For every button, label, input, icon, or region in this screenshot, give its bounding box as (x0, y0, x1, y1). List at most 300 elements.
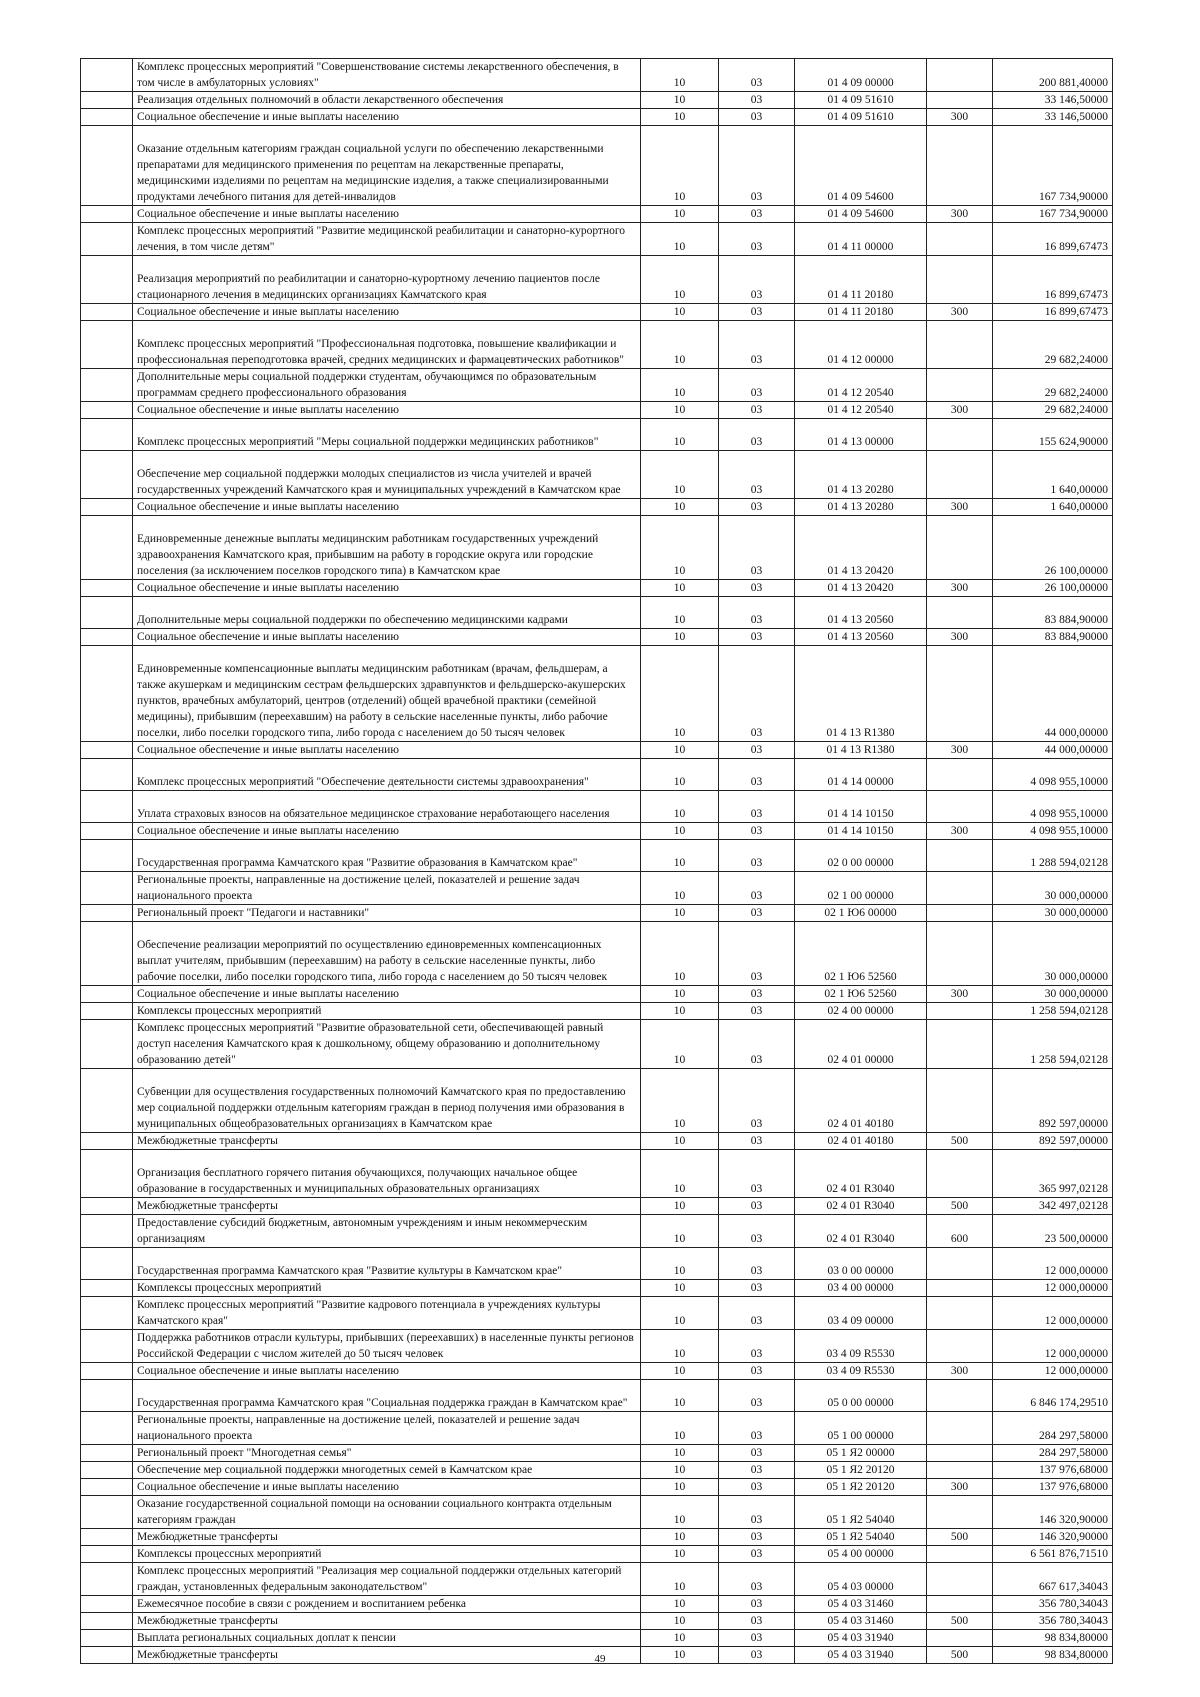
row-amount: 146 320,90000 (993, 1496, 1113, 1529)
table-row (81, 1020, 1113, 1069)
row-target-article: 05 4 03 31940 (795, 1630, 927, 1647)
row-target-article: 01 4 13 R1380 (795, 646, 927, 742)
table-row (81, 451, 1113, 499)
row-subsection: 03 (719, 59, 795, 92)
row-name: Реализация отдельных полномочий в области лекарственного обеспечения (133, 92, 641, 109)
row-target-article: 02 4 01 R3040 (795, 1215, 927, 1248)
row-name: Региональный проект "Многодетная семья" (133, 1445, 641, 1462)
row-amount: 1 258 594,02128 (993, 1020, 1113, 1069)
row-subsection: 03 (719, 1150, 795, 1198)
row-blank-cell (81, 126, 133, 206)
row-expense-type: 600 (927, 1215, 993, 1248)
row-name: Межбюджетные трансферты (133, 1198, 641, 1215)
row-blank-cell (81, 1496, 133, 1529)
row-name: Ежемесячное пособие в связи с рождением и воспитанием ребенка (133, 1596, 641, 1613)
row-section: 10 (641, 597, 719, 629)
row-amount: 26 100,00000 (993, 516, 1113, 580)
row-subsection: 03 (719, 1198, 795, 1215)
row-name: Межбюджетные трансферты (133, 1133, 641, 1150)
row-subsection: 03 (719, 1647, 795, 1664)
row-target-article: 01 4 12 00000 (795, 321, 927, 369)
row-subsection: 03 (719, 905, 795, 922)
row-name: Государственная программа Камчатского края "Развитие образования в Камчатском крае" (133, 840, 641, 872)
table-row (81, 59, 1113, 92)
table-row (81, 206, 1113, 223)
row-name: Комплексы процессных мероприятий (133, 1003, 641, 1020)
row-expense-type: 300 (927, 1363, 993, 1380)
row-amount: 342 497,02128 (993, 1198, 1113, 1215)
table-row (81, 742, 1113, 759)
row-target-article: 01 4 12 20540 (795, 369, 927, 402)
row-target-article: 05 1 00 00000 (795, 1412, 927, 1445)
row-amount: 284 297,58000 (993, 1412, 1113, 1445)
row-name: Субвенции для осуществления государственных полномочий Камчатского края по предоставлению мер социальной поддержки отдельным категориям граждан в период получения ими образования в муниципальных общеобразовательных организациях в Камчатском крае (133, 1069, 641, 1133)
row-section: 10 (641, 1647, 719, 1664)
row-target-article: 02 1 00 00000 (795, 872, 927, 905)
row-name: Уплата страховых взносов на обязательное медицинское страхование неработающего населения (133, 791, 641, 823)
row-section: 10 (641, 1020, 719, 1069)
row-expense-type (927, 451, 993, 499)
row-expense-type: 300 (927, 986, 993, 1003)
row-subsection: 03 (719, 597, 795, 629)
row-expense-type: 300 (927, 499, 993, 516)
row-target-article: 01 4 14 10150 (795, 791, 927, 823)
row-amount: 1 288 594,02128 (993, 840, 1113, 872)
row-target-article: 01 4 13 20420 (795, 516, 927, 580)
row-section: 10 (641, 516, 719, 580)
row-amount: 6 846 174,29510 (993, 1380, 1113, 1412)
row-amount: 667 617,34043 (993, 1563, 1113, 1596)
row-subsection: 03 (719, 840, 795, 872)
row-amount: 30 000,00000 (993, 905, 1113, 922)
row-section: 10 (641, 1380, 719, 1412)
row-blank-cell (81, 1613, 133, 1630)
row-expense-type: 300 (927, 742, 993, 759)
row-name: Социальное обеспечение и иные выплаты населению (133, 1363, 641, 1380)
row-expense-type: 500 (927, 1647, 993, 1664)
row-target-article: 01 4 11 20180 (795, 256, 927, 304)
row-section: 10 (641, 109, 719, 126)
row-section: 10 (641, 1496, 719, 1529)
row-expense-type: 500 (927, 1613, 993, 1630)
row-blank-cell (81, 402, 133, 419)
row-name: Межбюджетные трансферты (133, 1613, 641, 1630)
table-row (81, 1215, 1113, 1248)
table-row (81, 1596, 1113, 1613)
row-expense-type (927, 759, 993, 791)
row-amount: 33 146,50000 (993, 109, 1113, 126)
row-blank-cell (81, 1479, 133, 1496)
row-blank-cell (81, 1412, 133, 1445)
budget-table-page (80, 58, 1112, 1664)
row-blank-cell (81, 1563, 133, 1596)
row-expense-type (927, 791, 993, 823)
row-name: Межбюджетные трансферты (133, 1529, 641, 1546)
row-blank-cell (81, 1380, 133, 1412)
row-expense-type (927, 1248, 993, 1280)
row-expense-type (927, 1630, 993, 1647)
row-name: Дополнительные меры социальной поддержки по обеспечению медицинскими кадрами (133, 597, 641, 629)
row-section: 10 (641, 1596, 719, 1613)
row-section: 10 (641, 1280, 719, 1297)
row-blank-cell (81, 986, 133, 1003)
row-blank-cell (81, 499, 133, 516)
row-subsection: 03 (719, 256, 795, 304)
row-blank-cell (81, 580, 133, 597)
row-section: 10 (641, 922, 719, 986)
row-target-article: 05 1 Я2 20120 (795, 1462, 927, 1479)
row-subsection: 03 (719, 1462, 795, 1479)
row-section: 10 (641, 1133, 719, 1150)
row-section: 10 (641, 986, 719, 1003)
table-row (81, 1412, 1113, 1445)
row-name: Комплексы процессных мероприятий (133, 1280, 641, 1297)
row-amount: 16 899,67473 (993, 256, 1113, 304)
row-expense-type: 300 (927, 109, 993, 126)
row-blank-cell (81, 1003, 133, 1020)
row-target-article: 01 4 12 20540 (795, 402, 927, 419)
row-name: Единовременные компенсационные выплаты медицинским работникам (врачам, фельдшерам, а также акушеркам и медицинским сестрам фельдшерских здравпунктов и фельдшерско-акушерских пунктов, врачебных амбулаторий, центров (отделений) общей врачебной практики (семейной медицины), прибывшим (переехавшим) на работу в сельские населенные пункты, либо рабочие поселки, либо поселки городского типа, либо города с населением до 50 тысяч человек (133, 646, 641, 742)
row-name: Поддержка работников отрасли культуры, прибывших (переехавших) в населенные пункты регионов Российской Федерации с числом жителей до 50 тысяч человек (133, 1330, 641, 1363)
row-subsection: 03 (719, 92, 795, 109)
table-row (81, 1630, 1113, 1647)
row-target-article: 02 4 01 R3040 (795, 1198, 927, 1215)
row-amount: 33 146,50000 (993, 92, 1113, 109)
row-amount: 26 100,00000 (993, 580, 1113, 597)
row-name: Оказание государственной социальной помощи на основании социального контракта отдельным категориям граждан (133, 1496, 641, 1529)
row-subsection: 03 (719, 1363, 795, 1380)
table-row (81, 1546, 1113, 1563)
table-row (81, 1133, 1113, 1150)
row-amount: 16 899,67473 (993, 304, 1113, 321)
row-name: Выплата региональных социальных доплат к пенсии (133, 1630, 641, 1647)
row-section: 10 (641, 742, 719, 759)
row-amount: 137 976,68000 (993, 1479, 1113, 1496)
row-target-article: 03 4 09 R5530 (795, 1363, 927, 1380)
row-name: Социальное обеспечение и иные выплаты населению (133, 823, 641, 840)
row-section: 10 (641, 823, 719, 840)
row-expense-type (927, 1546, 993, 1563)
row-blank-cell (81, 1069, 133, 1133)
row-section: 10 (641, 256, 719, 304)
row-subsection: 03 (719, 206, 795, 223)
row-expense-type (927, 1003, 993, 1020)
row-subsection: 03 (719, 516, 795, 580)
row-amount: 29 682,24000 (993, 369, 1113, 402)
row-expense-type (927, 1280, 993, 1297)
row-section: 10 (641, 1330, 719, 1363)
row-blank-cell (81, 419, 133, 451)
row-section: 10 (641, 451, 719, 499)
row-blank-cell (81, 1150, 133, 1198)
row-amount: 44 000,00000 (993, 742, 1113, 759)
row-subsection: 03 (719, 304, 795, 321)
row-blank-cell (81, 206, 133, 223)
row-amount: 892 597,00000 (993, 1133, 1113, 1150)
row-name: Социальное обеспечение и иные выплаты населению (133, 580, 641, 597)
row-section: 10 (641, 1003, 719, 1020)
row-target-article: 01 4 13 R1380 (795, 742, 927, 759)
row-blank-cell (81, 742, 133, 759)
row-name: Межбюджетные трансферты (133, 1647, 641, 1664)
table-row (81, 1069, 1113, 1133)
row-expense-type: 300 (927, 304, 993, 321)
row-subsection: 03 (719, 1280, 795, 1297)
row-name: Обеспечение мер социальной поддержки многодетных семей в Камчатском крае (133, 1462, 641, 1479)
row-section: 10 (641, 1529, 719, 1546)
row-subsection: 03 (719, 1133, 795, 1150)
row-target-article: 01 4 09 51610 (795, 92, 927, 109)
row-amount: 29 682,24000 (993, 321, 1113, 369)
table-row (81, 92, 1113, 109)
row-amount: 365 997,02128 (993, 1150, 1113, 1198)
row-target-article: 05 0 00 00000 (795, 1380, 927, 1412)
row-expense-type (927, 126, 993, 206)
row-subsection: 03 (719, 451, 795, 499)
row-section: 10 (641, 1363, 719, 1380)
row-expense-type (927, 1563, 993, 1596)
row-section: 10 (641, 126, 719, 206)
row-blank-cell (81, 872, 133, 905)
row-target-article: 05 4 03 00000 (795, 1563, 927, 1596)
row-subsection: 03 (719, 986, 795, 1003)
row-section: 10 (641, 1248, 719, 1280)
row-section: 10 (641, 872, 719, 905)
row-subsection: 03 (719, 580, 795, 597)
row-name: Реализация мероприятий по реабилитации и санаторно-курортному лечению пациентов после стационарного лечения в медицинских организациях Камчатского края (133, 256, 641, 304)
row-amount: 356 780,34043 (993, 1613, 1113, 1630)
row-amount: 12 000,00000 (993, 1297, 1113, 1330)
row-section: 10 (641, 1479, 719, 1496)
row-expense-type (927, 92, 993, 109)
row-section: 10 (641, 419, 719, 451)
row-amount: 83 884,90000 (993, 597, 1113, 629)
row-subsection: 03 (719, 1529, 795, 1546)
row-subsection: 03 (719, 1003, 795, 1020)
row-amount: 4 098 955,10000 (993, 823, 1113, 840)
row-amount: 29 682,24000 (993, 402, 1113, 419)
row-expense-type (927, 1496, 993, 1529)
row-expense-type (927, 369, 993, 402)
row-subsection: 03 (719, 791, 795, 823)
row-target-article: 01 4 13 00000 (795, 419, 927, 451)
table-row (81, 1462, 1113, 1479)
row-amount: 1 640,00000 (993, 451, 1113, 499)
row-amount: 30 000,00000 (993, 872, 1113, 905)
row-target-article: 03 4 09 R5530 (795, 1330, 927, 1363)
row-target-article: 02 0 00 00000 (795, 840, 927, 872)
row-section: 10 (641, 1198, 719, 1215)
row-target-article: 05 4 03 31460 (795, 1613, 927, 1630)
row-name: Комплекс процессных мероприятий "Развитие кадрового потенциала в учреждениях культуры Камчатского края" (133, 1297, 641, 1330)
table-row (81, 791, 1113, 823)
row-blank-cell (81, 1546, 133, 1563)
row-amount: 137 976,68000 (993, 1462, 1113, 1479)
table-row (81, 1280, 1113, 1297)
table-row (81, 646, 1113, 742)
row-expense-type: 500 (927, 1133, 993, 1150)
row-expense-type (927, 905, 993, 922)
table-row (81, 223, 1113, 256)
table-row (81, 109, 1113, 126)
row-target-article: 01 4 13 20560 (795, 629, 927, 646)
row-target-article: 02 4 00 00000 (795, 1003, 927, 1020)
row-expense-type (927, 872, 993, 905)
row-name: Социальное обеспечение и иные выплаты населению (133, 629, 641, 646)
row-section: 10 (641, 629, 719, 646)
row-blank-cell (81, 646, 133, 742)
row-amount: 16 899,67473 (993, 223, 1113, 256)
table-row (81, 1297, 1113, 1330)
row-amount: 30 000,00000 (993, 986, 1113, 1003)
row-blank-cell (81, 1330, 133, 1363)
row-subsection: 03 (719, 1546, 795, 1563)
row-subsection: 03 (719, 646, 795, 742)
row-blank-cell (81, 256, 133, 304)
table-row (81, 402, 1113, 419)
table-row (81, 759, 1113, 791)
row-name: Оказание отдельным категориям граждан социальной услуги по обеспечению лекарственными препаратами для медицинского применения по рецептам на лекарственные препараты, медицинскими изделиями по рецептам на медицинские изделия, а также специализированными продуктами лечебного питания для детей-инвалидов (133, 126, 641, 206)
row-blank-cell (81, 840, 133, 872)
row-subsection: 03 (719, 499, 795, 516)
row-expense-type (927, 840, 993, 872)
row-section: 10 (641, 1462, 719, 1479)
row-blank-cell (81, 823, 133, 840)
row-name: Социальное обеспечение и иные выплаты населению (133, 986, 641, 1003)
row-expense-type (927, 1462, 993, 1479)
row-subsection: 03 (719, 223, 795, 256)
table-row (81, 1445, 1113, 1462)
row-subsection: 03 (719, 1596, 795, 1613)
row-name: Комплекс процессных мероприятий "Реализация мер социальной поддержки отдельных категорий граждан, установленных федеральным законодательством" (133, 1563, 641, 1596)
row-expense-type: 300 (927, 402, 993, 419)
row-blank-cell (81, 1445, 133, 1462)
row-amount: 12 000,00000 (993, 1280, 1113, 1297)
table-row (81, 629, 1113, 646)
row-blank-cell (81, 791, 133, 823)
row-blank-cell (81, 629, 133, 646)
row-blank-cell (81, 905, 133, 922)
row-amount: 1 258 594,02128 (993, 1003, 1113, 1020)
row-amount: 284 297,58000 (993, 1445, 1113, 1462)
row-blank-cell (81, 759, 133, 791)
row-expense-type: 300 (927, 629, 993, 646)
row-expense-type (927, 1412, 993, 1445)
row-blank-cell (81, 109, 133, 126)
row-target-article: 02 4 01 40180 (795, 1069, 927, 1133)
table-row (81, 1563, 1113, 1596)
row-section: 10 (641, 1215, 719, 1248)
row-blank-cell (81, 1630, 133, 1647)
row-blank-cell (81, 321, 133, 369)
row-section: 10 (641, 1613, 719, 1630)
row-subsection: 03 (719, 922, 795, 986)
row-amount: 356 780,34043 (993, 1596, 1113, 1613)
row-name: Социальное обеспечение и иные выплаты населению (133, 499, 641, 516)
row-blank-cell (81, 1248, 133, 1280)
row-subsection: 03 (719, 1496, 795, 1529)
row-section: 10 (641, 791, 719, 823)
table-row (81, 321, 1113, 369)
row-subsection: 03 (719, 1069, 795, 1133)
row-section: 10 (641, 304, 719, 321)
row-subsection: 03 (719, 369, 795, 402)
table-row (81, 922, 1113, 986)
row-target-article: 05 4 00 00000 (795, 1546, 927, 1563)
row-target-article: 05 1 Я2 00000 (795, 1445, 927, 1462)
row-subsection: 03 (719, 759, 795, 791)
row-subsection: 03 (719, 1020, 795, 1069)
row-target-article: 01 4 13 20280 (795, 499, 927, 516)
row-blank-cell (81, 1297, 133, 1330)
row-subsection: 03 (719, 823, 795, 840)
table-row (81, 580, 1113, 597)
table-row (81, 1496, 1113, 1529)
row-expense-type (927, 1150, 993, 1198)
row-target-article: 03 0 00 00000 (795, 1248, 927, 1280)
row-name: Региональные проекты, направленные на достижение целей, показателей и решение задач национального проекта (133, 872, 641, 905)
row-blank-cell (81, 223, 133, 256)
row-section: 10 (641, 759, 719, 791)
row-expense-type (927, 1297, 993, 1330)
row-subsection: 03 (719, 1479, 795, 1496)
row-amount: 167 734,90000 (993, 206, 1113, 223)
row-expense-type (927, 597, 993, 629)
row-section: 10 (641, 580, 719, 597)
row-section: 10 (641, 646, 719, 742)
row-target-article: 05 1 Я2 54040 (795, 1496, 927, 1529)
row-name: Комплекс процессных мероприятий "Развитие образовательной сети, обеспечивающей равный доступ населения Камчатского края к дошкольному, общему образованию и дополнительному образованию детей" (133, 1020, 641, 1069)
row-amount: 200 881,40000 (993, 59, 1113, 92)
row-name: Государственная программа Камчатского края "Социальная поддержка граждан в Камчатском крае" (133, 1380, 641, 1412)
table-row (81, 419, 1113, 451)
row-expense-type: 300 (927, 823, 993, 840)
row-name: Государственная программа Камчатского края "Развитие культуры в Камчатском крае" (133, 1248, 641, 1280)
row-blank-cell (81, 1529, 133, 1546)
row-blank-cell (81, 1198, 133, 1215)
row-target-article: 01 4 09 51610 (795, 109, 927, 126)
row-blank-cell (81, 1363, 133, 1380)
table-row (81, 256, 1113, 304)
row-blank-cell (81, 304, 133, 321)
table-row (81, 823, 1113, 840)
row-expense-type (927, 1069, 993, 1133)
row-name: Комплекс процессных мероприятий "Меры социальной поддержки медицинских работников" (133, 419, 641, 451)
row-name: Региональные проекты, направленные на достижение целей, показателей и решение задач национального проекта (133, 1412, 641, 1445)
row-expense-type: 300 (927, 1479, 993, 1496)
budget-table-body (81, 59, 1113, 1664)
row-target-article: 02 1 Ю6 00000 (795, 905, 927, 922)
row-target-article: 01 4 09 54600 (795, 126, 927, 206)
table-row (81, 1248, 1113, 1280)
row-section: 10 (641, 1563, 719, 1596)
row-section: 10 (641, 92, 719, 109)
row-target-article: 02 4 01 40180 (795, 1133, 927, 1150)
page-number: 49 (594, 1653, 606, 1665)
row-expense-type: 500 (927, 1198, 993, 1215)
row-subsection: 03 (719, 109, 795, 126)
row-amount: 146 320,90000 (993, 1529, 1113, 1546)
row-subsection: 03 (719, 1297, 795, 1330)
row-target-article: 01 4 09 00000 (795, 59, 927, 92)
row-name: Региональный проект "Педагоги и наставники" (133, 905, 641, 922)
table-row (81, 1150, 1113, 1198)
row-amount: 167 734,90000 (993, 126, 1113, 206)
budget-table (80, 58, 1113, 1664)
row-section: 10 (641, 402, 719, 419)
row-name: Социальное обеспечение и иные выплаты населению (133, 109, 641, 126)
row-blank-cell (81, 451, 133, 499)
